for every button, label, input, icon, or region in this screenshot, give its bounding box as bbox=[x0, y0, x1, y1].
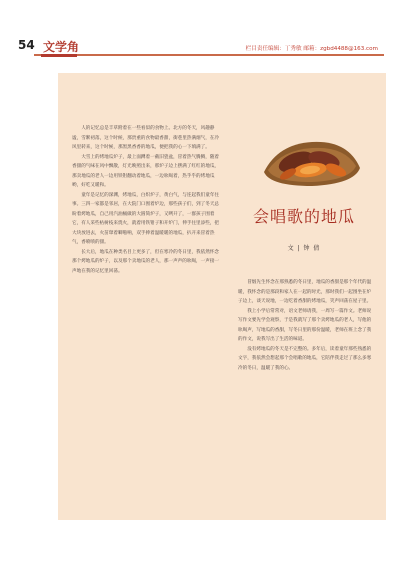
paragraph: 长大后，地瓜在种类名目上更多了，但在寒冷的冬日里，我依然怀念那个烤地瓜的炉子，以及那个卖地瓜的老人，那一声声的吆喝，一声接一声地在我的记忆里回荡。 bbox=[72, 249, 220, 274]
paragraph: 童年是记忆的深渊，烤地瓜，白炽炉子，黄白气，与连起我们童年往事。三四一家都是邻居，在大院门口围着炉边，那些孩子们，到了冬天总盼着烤地瓜，自己用汽油桶做的大圆筒炉子，又咧开了，一群孩子围着它，有人采些枯树枝来烧火，就着用铁钳子和开炉门，伸手往里添些，把大块放进去，火苗窜着噼啪响，双手捧着温暖暖的地瓜，扒开来冒着热气，香喷喷的甜。 bbox=[72, 192, 220, 245]
article-body-left bbox=[72, 124, 222, 276]
page-header bbox=[0, 0, 400, 58]
paragraph: 我上小学后常常对，语文老师请我，一周写一篇作文。老师说写作文要先学会观察，于是我就写了那个卖烤地瓜的老人，写他的吆喝声，写地瓜的香甜，写冬日里的那份温暖，老师在班上念了我的作文，说我写出了生活的味道。 bbox=[238, 308, 372, 342]
article-title: 会唱歌的地瓜 bbox=[252, 207, 355, 226]
section-title: 文学角 bbox=[43, 40, 80, 54]
roasted-sweet-potatoes-illustration bbox=[258, 124, 366, 190]
paragraph: 没有烤地瓜的冬天是不完整的。多年后，读着童年那些熟悉的文字，我依然会想起那个会唱歌的地瓜，它陪伴我走过了那么多寒冷的冬日，温暖了我的心。 bbox=[238, 346, 372, 371]
header-tab-accent bbox=[41, 54, 77, 57]
paragraph: 冒烟先生怀念在那熟悉的冬日里，地瓜的香甜是那个年代的温暖，我怀念的是那段和家人在一起的时光，那时我们一起围坐在炉子边上，谈天说地，一边吃着香甜的烤地瓜，笑声回荡在屋子里。 bbox=[238, 280, 372, 304]
paragraph: 人的记忆总是丰草附着在一些看似的食物上。北方的冬天，风趣静谧，雪絮初落，这个时候，那贵重的食物最香甜，街巷里热满烟气，在冷风里转来，这个时候，那黑黑香香的地瓜，便把我的心一下填满了。 bbox=[72, 126, 220, 150]
editor-credit: 栏目责任编辑：丁秀敏 邮箱：zgbd4488@163.com bbox=[245, 46, 378, 52]
header-rule bbox=[34, 54, 384, 56]
paragraph: 大雪上的烤地瓜炉子，最上面蹲着一截旧瓷盆，冒着热气腾腾，随着香甜的气味在风中飘散，灯光映照出来，那炉子边上摆满了红红的地瓜，那卖地瓜的老人一边用铁钳翻动着地瓜，一边吆喝着，热乎乎的烤地瓜哟，好吃又暖和。 bbox=[72, 154, 220, 188]
article-body-right bbox=[238, 278, 374, 373]
article-author: 文 | 钟 倩 bbox=[287, 245, 321, 252]
page-number: 54 bbox=[18, 38, 35, 52]
